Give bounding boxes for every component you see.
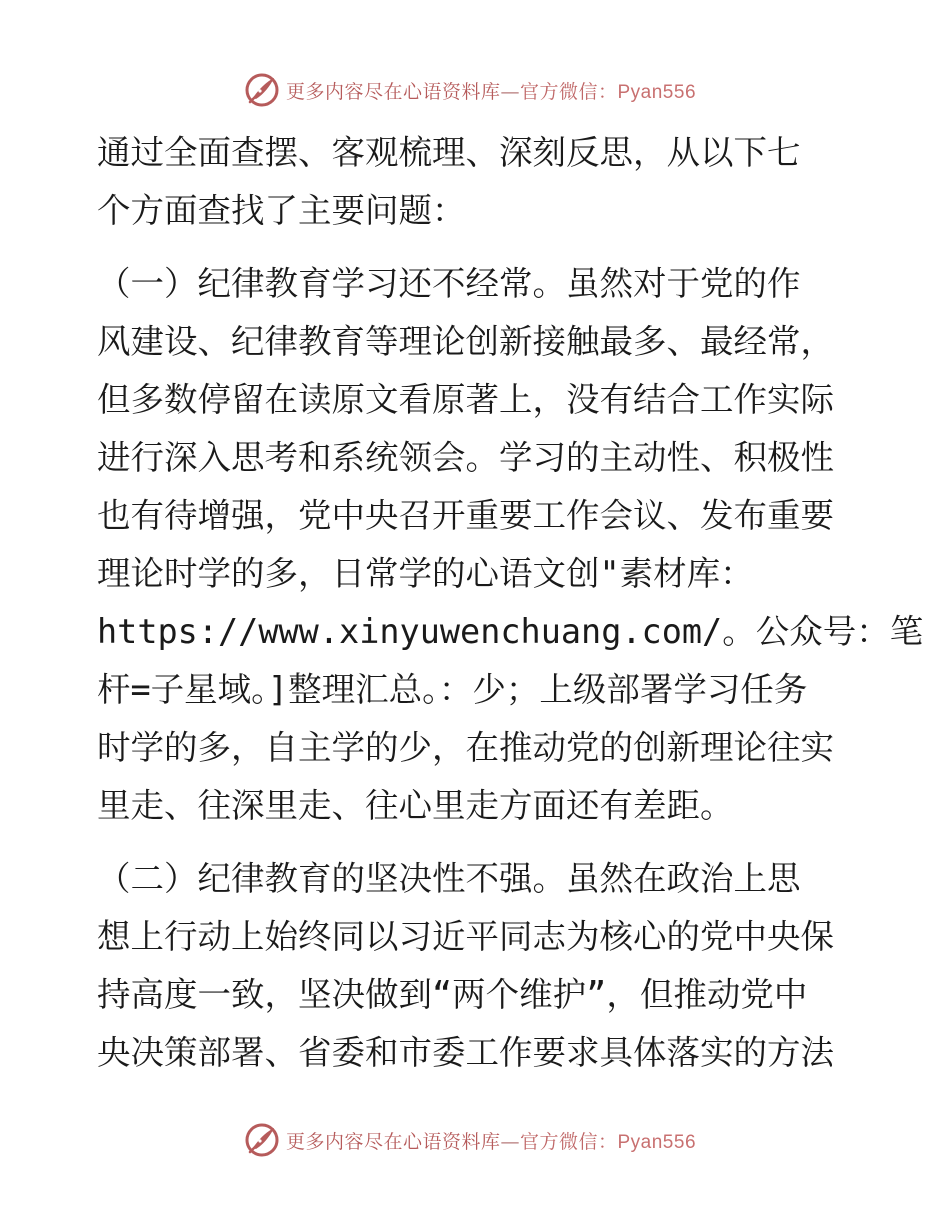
paragraph-section-one: [97, 255, 924, 835]
footer-watermark: [0, 1120, 950, 1160]
watermark-separator: —: [500, 80, 520, 103]
watermark-brand: 更多内容尽在心语资料库: [285, 80, 501, 103]
watermark-content: [244, 1122, 696, 1158]
watermark-wechat-label: 官方微信：: [519, 80, 618, 103]
text-line: （二）纪律教育的坚决性不强。虽然在政治上思: [97, 859, 801, 898]
text-line: （一）纪律教育学习还不经常。虽然对于党的作: [97, 264, 801, 303]
watermark-handle: Pyan556: [617, 1131, 697, 1153]
text-line: 杆=子星域。]整理汇总。：少；上级部署学习任务: [97, 670, 808, 709]
watermark-text: [286, 77, 696, 104]
watermark-text: [286, 1127, 696, 1154]
text-line: 持高度一致，坚决做到“两个维护”，但推动党中: [97, 975, 808, 1014]
text-line: 时学的多，自主学的少，在推动党的创新理论往实: [97, 728, 834, 767]
paragraph-intro: [97, 124, 857, 240]
watermark-handle: Pyan556: [617, 81, 697, 103]
text-line: 但多数停留在读原文看原著上，没有结合工作实际: [97, 380, 834, 419]
header-watermark: [0, 70, 950, 110]
watermark-content: [244, 72, 696, 108]
text-line: 里走、往深里走、往心里走方面还有差距。: [97, 786, 734, 825]
paragraph-section-two: [97, 850, 857, 1082]
text-line: 也有待增强，党中央召开重要工作会议、发布重要: [97, 496, 834, 535]
text-line: 进行深入思考和系统领会。学习的主动性、积极性: [97, 438, 834, 477]
document-body: [97, 124, 924, 1082]
text-line: 理论时学的多，日常学的心语文创"素材库：: [97, 554, 754, 593]
text-line: 央决策部署、省委和市委工作要求具体落实的方法: [97, 1033, 834, 1072]
quill-pen-logo-icon: [244, 72, 280, 108]
watermark-wechat-label: 官方微信：: [519, 1130, 618, 1153]
quill-pen-logo-icon: [244, 1122, 280, 1158]
text-line: 个方面查找了主要问题：: [97, 191, 466, 230]
text-line: 风建设、纪律教育等理论创新接触最多、最经常，: [97, 322, 834, 361]
text-line: 想上行动上始终同以习近平同志为核心的党中央保: [97, 917, 834, 956]
watermark-separator: —: [500, 1130, 520, 1153]
text-line: 通过全面查摆、客观梳理、深刻反思，从以下七: [97, 133, 801, 172]
text-line-url: https://www.xinyuwenchuang.com/。公众号：笔: [97, 612, 924, 651]
watermark-brand: 更多内容尽在心语资料库: [285, 1130, 501, 1153]
